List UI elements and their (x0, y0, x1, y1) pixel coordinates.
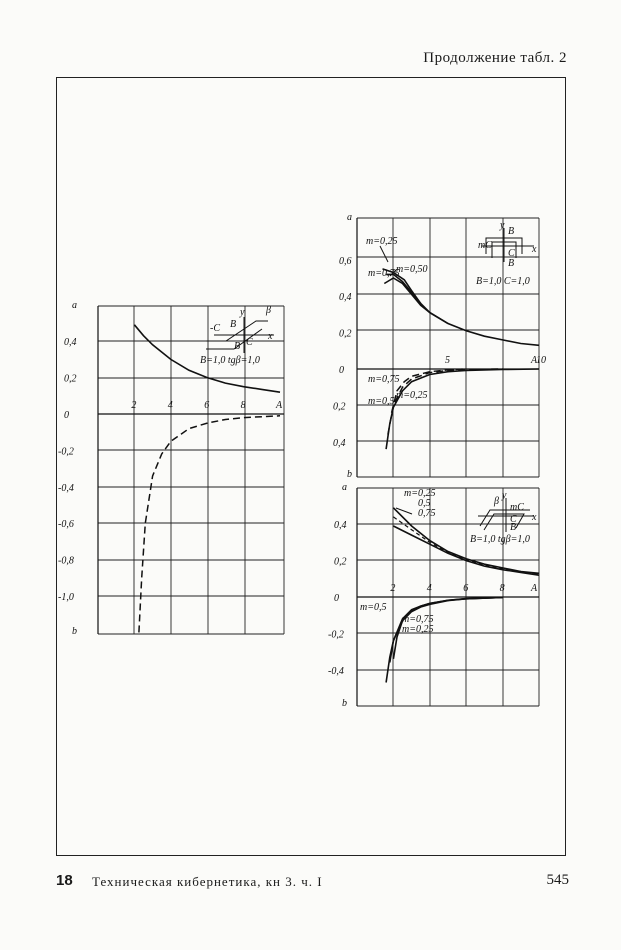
left-chart (58, 300, 284, 637)
series-annotation: m=0,75 (368, 374, 400, 385)
y-tick-label: 0,2 (333, 401, 346, 413)
x-tick-label: 4 (167, 400, 173, 411)
y-tick-label: 0,2 (64, 373, 77, 385)
y-tick-label: -0,2 (58, 446, 74, 458)
x-tick-label: 6 (463, 583, 469, 594)
lower-right-chart (328, 482, 539, 709)
series-annotation: 0,75 (418, 508, 436, 519)
x-axis-label: A (531, 583, 538, 594)
series-line (388, 369, 503, 435)
y-tick-label: -0,2 (328, 629, 344, 641)
x-tick-label: 8 (499, 583, 505, 594)
y-tick-label: 0,4 (334, 520, 347, 532)
inset-label: B (230, 319, 237, 330)
y-axis-label-a: a (72, 300, 77, 311)
inset-label: x (532, 244, 537, 255)
inset-label: B (508, 258, 515, 269)
y-tick-label: 0,6 (339, 255, 352, 267)
series-line (384, 278, 448, 324)
series-annotation: m=0,25 (366, 236, 398, 247)
y-tick-label: -0,8 (58, 555, 74, 567)
inset-params: B=1,0 C=1,0 (476, 276, 530, 287)
y-tick-label: 0 (64, 410, 69, 421)
y-axis-label-b: b (342, 698, 347, 709)
series-annotation: m=0,25 (404, 488, 436, 499)
y-tick-label: 0 (334, 593, 339, 604)
inset-label: B (510, 522, 517, 533)
x-tick-label: 8 (240, 400, 246, 411)
inset-label: C (508, 248, 515, 259)
inset-label: x (532, 512, 537, 523)
annotation-leader (380, 246, 388, 262)
series-annotation: m=0,25 (402, 624, 434, 635)
series-annotation: m=0,5 (360, 602, 387, 613)
series-annotation: 0,5 (418, 498, 431, 509)
series-annotation: m=0,75 (402, 614, 434, 625)
inset-label: B (508, 226, 515, 237)
inset-label: y (500, 220, 505, 231)
y-tick-label: -0,4 (58, 482, 74, 494)
y-axis-label-b: b (72, 626, 77, 637)
inset-label: y (502, 490, 507, 501)
continuation-header: Продолжение табл. 2 (423, 50, 567, 66)
y-axis-label-a: a (347, 212, 352, 223)
y-tick-label: -0,6 (58, 519, 74, 531)
inset-label: mC (478, 240, 492, 251)
signature-number: 18 (56, 872, 73, 889)
y-axis-label-a: a (342, 482, 347, 493)
x-tick-label: 5 (445, 355, 450, 366)
series-line (139, 416, 280, 633)
y-tick-label: 0 (339, 365, 344, 376)
inset-label: β (494, 496, 499, 507)
series-annotation: m=0,5 (368, 396, 395, 407)
y-tick-label: 0,4 (333, 437, 346, 449)
y-tick-label: 0,2 (339, 328, 352, 340)
series-annotation: m=0,50 (396, 264, 428, 275)
inset-label: β (266, 305, 271, 316)
y-tick-label: 0,2 (334, 556, 347, 568)
y-tick-label: 0,4 (64, 337, 77, 349)
inset-label: C (510, 514, 517, 525)
inset-label: mC (510, 502, 524, 513)
y-tick-label: 0,4 (339, 292, 352, 304)
y-tick-label: -0,4 (328, 665, 344, 677)
series-annotation: m=0,25 (396, 390, 428, 401)
inset-params: B=1,0 tgβ=1,0 (470, 534, 530, 545)
y-axis-label-b: b (347, 469, 352, 480)
series-annotation: m=0,75 (368, 268, 400, 279)
footer-title: Техническая кибернетика, кн 3. ч. I (92, 874, 323, 889)
inset-label: C (246, 337, 253, 348)
inset-params: B=1,0 tgβ=1,0 (200, 355, 260, 366)
x-tick-label: 10 (536, 355, 546, 366)
page-number: 545 (546, 872, 569, 888)
x-tick-label: 2 (390, 583, 396, 594)
x-tick-label: 6 (204, 400, 210, 411)
inset-label: x (268, 331, 273, 342)
x-tick-label: 2 (131, 400, 137, 411)
inset-label: y (240, 307, 245, 318)
inset-label: -C (210, 323, 220, 334)
upper-right-chart (333, 212, 546, 480)
x-axis-label: A (531, 355, 538, 366)
x-tick-label: 4 (426, 583, 432, 594)
inset-label: B (234, 341, 241, 352)
x-axis-label: A (276, 400, 283, 411)
y-tick-label: -1,0 (58, 592, 74, 603)
